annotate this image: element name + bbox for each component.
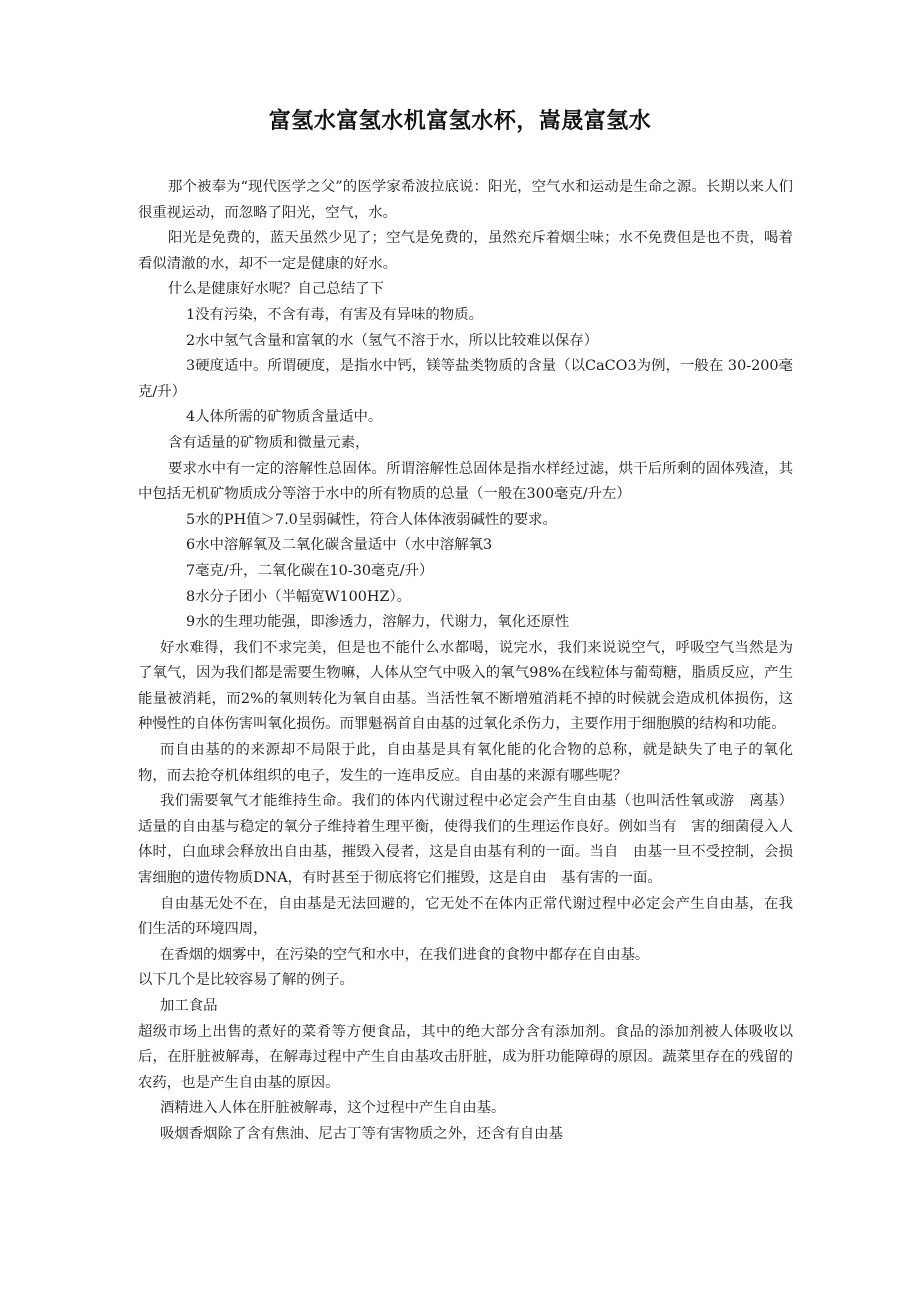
list-item-5: 5水的PH值＞7.0呈弱碱性，符合人体体液弱碱性的要求。 xyxy=(186,511,557,528)
list-item-7: 7毫克/升，二氧化碳在10-30毫克/升） xyxy=(186,562,434,579)
list-item-2: 2水中氢气含量和富氧的水（氢气不溶于水，所以比较难以保存） xyxy=(186,332,599,349)
paragraph-alcohol: 酒精进入人体在肝脏被解毒，这个过程中产生自由基。 xyxy=(160,1100,506,1117)
paragraph-supermarket: 超级市场上出售的煮好的菜肴等方便食品，其中的绝大部分含有添加剂。食品的添加剂被人体吸收以后，在肝脏被解毒，在解毒过程中产生自由基攻击肝脏，成为肝功能障碍的原因。蔬菜里存在的残留的农药，也是产生自由基的原因。 xyxy=(138,1023,793,1091)
paragraph-tds: 要求水中有一定的溶解性总固体。所谓溶解性总固体是指水样经过滤，烘干后所剩的固体残渣，其中包括无机矿物质成分等溶于水中的所有物质的总量（一般在300毫克/升左） xyxy=(138,460,793,503)
paragraph-everywhere: 自由基无处不在，自由基是无法回避的，它无处不在体内正常代谢过程中必定会产生自由基，在我们生活的环境四周， xyxy=(138,895,793,938)
list-item-3: 3硬度适中。所谓硬度，是指水中钙，镁等盐类物质的含量（以CaCO3为例，一般在 30-200毫克/升） xyxy=(138,358,793,400)
list-item-8: 8水分子团小（半幅宽W100HZ）。 xyxy=(186,588,412,605)
list-item-1: 1没有污染，不含有毒，有害及有异味的物质。 xyxy=(186,306,483,323)
paragraph-minerals: 含有适量的矿物质和微量元素， xyxy=(168,434,370,451)
document-body xyxy=(138,175,793,1148)
paragraph-air: 好水难得，我们不求完美，但是也不能什么水都喝，说完水，我们来说说空气，呼吸空气当然是为了氧气，因为我们都是需要生物嘛，人体从空气中吸入的氧气98%在线粒体与葡萄糖，脂质反应，产生能量被消耗，而2%的氧则转化为氧自由基。当活性氧不断增殖消耗不掉的时候就会造成机体损伤，这种慢性的自体伤害叫氧化损伤。而罪魁祸首自由基的过氧化杀伤力，主要作用于细胞膜的结构和功能。 xyxy=(138,639,793,733)
heading-processed-food: 加工食品 xyxy=(160,998,218,1014)
paragraph-intro: 那个被奉为“现代医学之父”的医学家希波拉底说：阳光，空气水和运动是生命之源。长期以来人们很重视运动，而忽略了阳光，空气，水。 xyxy=(138,179,793,221)
paragraph-examples: 以下几个是比较容易了解的例子。 xyxy=(138,972,354,989)
paragraph-tobacco: 吸烟香烟除了含有焦油、尼古丁等有害物质之外，还含有自由基 xyxy=(160,1125,563,1142)
paragraph-free-resources: 阳光是免费的，蓝天虽然少见了；空气是免费的，虽然充斥着烟尘味；水不免费但是也不贵，喝着看似清澈的水，却不一定是健康的好水。 xyxy=(138,230,793,272)
paragraph-smoke: 在香烟的烟雾中，在污染的空气和水中，在我们进食的食物中都存在自由基。 xyxy=(160,946,650,963)
paragraph-free-radical-source: 而自由基的的来源却不局限于此，自由基是具有氧化能的化合物的总称，就是缺失了电子的氧化物，而去抢夺机体组织的电子，发生的一连串反应。自由基的来源有哪些呢？ xyxy=(138,742,793,784)
paragraph-question: 什么是健康好水呢？自己总结了下 xyxy=(168,281,384,298)
paragraph-oxygen-life: 我们需要氧气才能维持生命。我们的体内代谢过程中必定会产生自由基（也叫活性氧或游 离基）适量的自由基与稳定的氧分子维持着生理平衡，使得我们的生理运作良好。例如当有 害的细菌侵入人体时，白血球会释放出自由基，摧毁入侵者，这是自由基有利的一面。当自 由基一旦不受控制，会损害细胞的遗传物质DNA，有时甚至于彻底将它们摧毁，这是自由 基有害的一面。 xyxy=(138,793,793,887)
list-item-4: 4人体所需的矿物质含量适中。 xyxy=(186,409,383,426)
document-title: 富氢水富氢水机富氢水杯，嵩晟富氢水 xyxy=(268,109,652,134)
list-item-9: 9水的生理功能强，即渗透力，溶解力，代谢力，氧化还原性 xyxy=(186,614,570,631)
list-item-6: 6水中溶解氧及二氧化碳含量适中（水中溶解氧3 xyxy=(186,537,493,554)
